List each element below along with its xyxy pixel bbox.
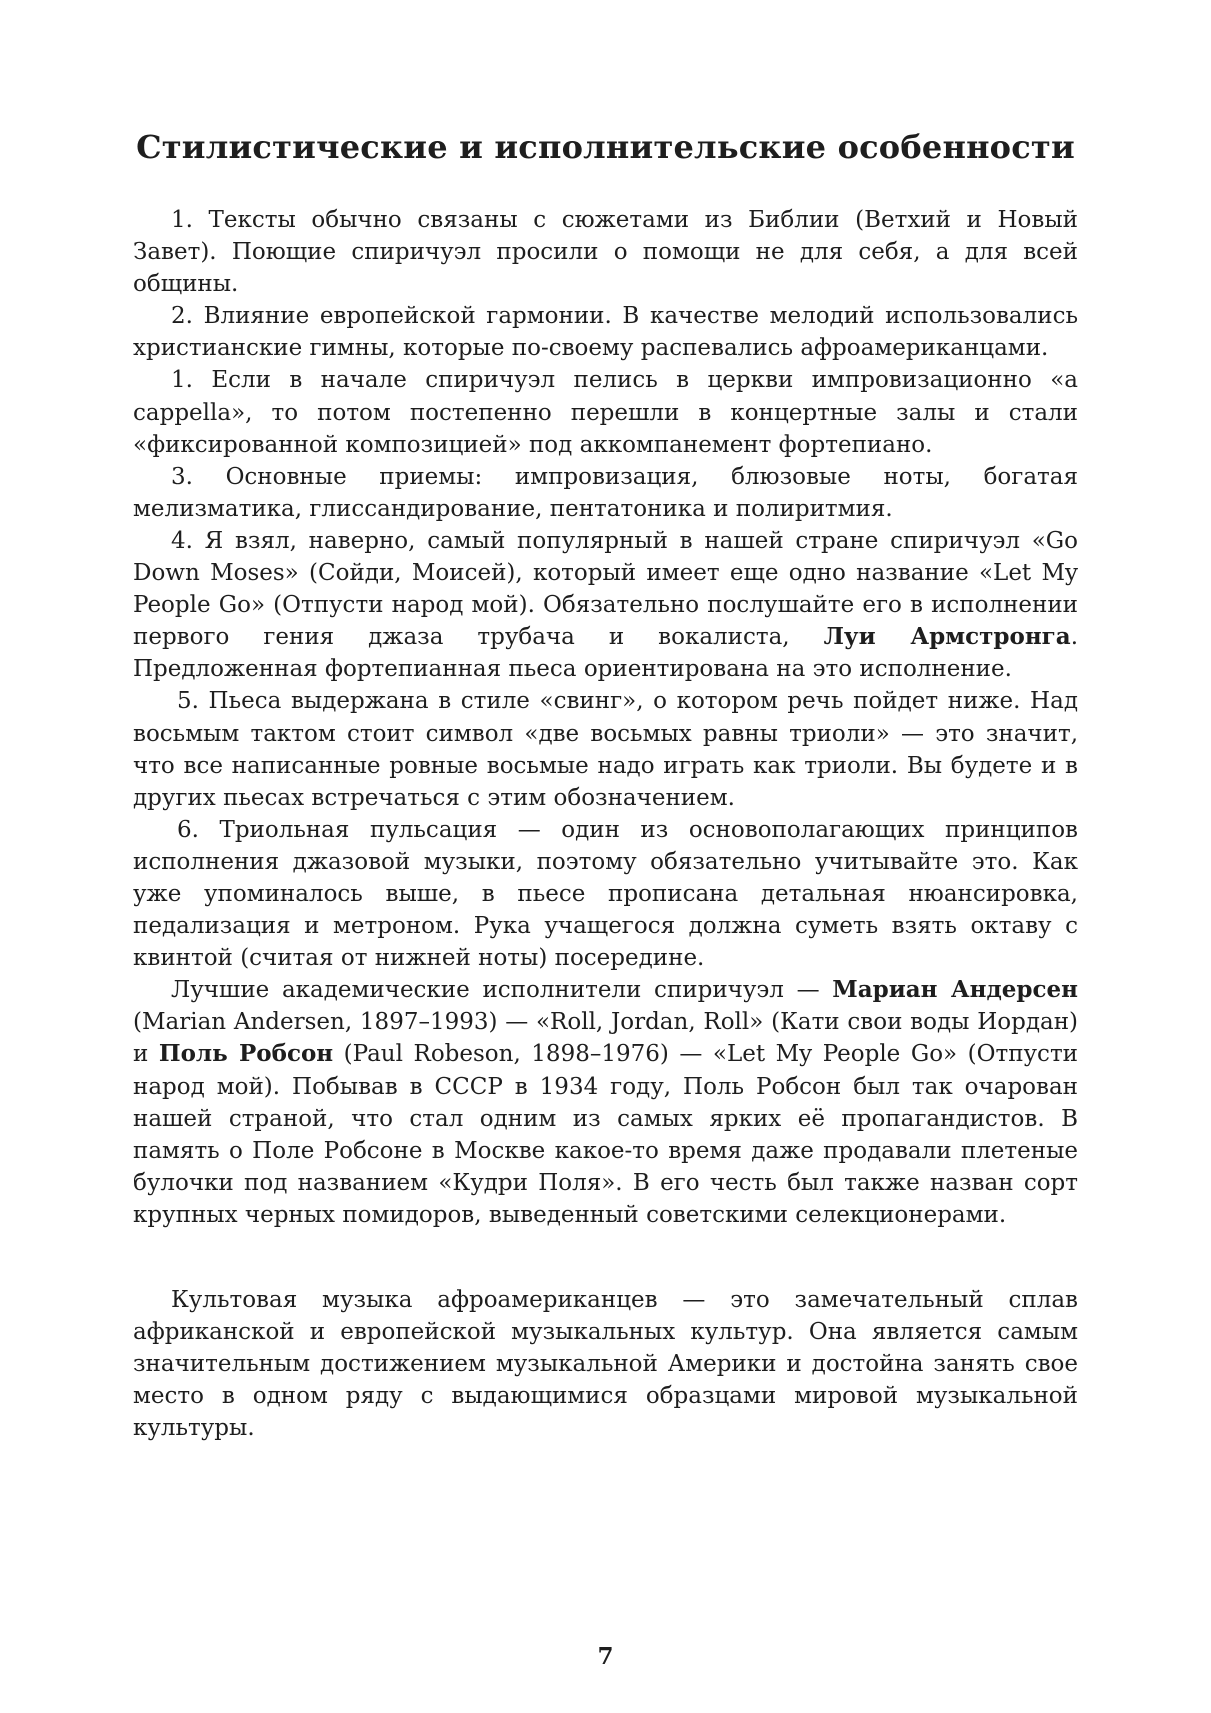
paragraph-8-text-after: (Paul Robeson, 1898–1976) — «Let My People Go» (Отпусти народ мой). Побывав в СССР в 1934 году, Поль Робсон был так очарован нашей страной, что стал одним из самых ярких её пропагандистов. В память о Поле Робсоне в Москве какое-то время даже продавали плетеные булочки под названием «Кудри Поля». В его честь был также назван сорт крупных черных помидоров, выведенный советскими селекционерами.	[133, 1041, 1078, 1228]
section-title: Стилистические и исполнительские особенности	[136, 128, 1075, 166]
paragraph-4: 3. Основные приемы: импровизация, блюзовые ноты, богатая мелизматика, глиссандирование, пентатоника и полиритмия.	[133, 463, 1078, 522]
paragraph-5	[133, 525, 1078, 685]
paragraph-3: 1. Если в начале спиричуэл пелись в церкви импровизационно «a cappella», то потом постепенно перешли в концертные залы и стали «фиксированной композицией» под аккомпанемент фортепиано.	[133, 367, 1078, 458]
performer-robeson: Поль Робсон	[158, 1040, 334, 1068]
performer-armstrong: Луи Армстронга	[823, 623, 1071, 651]
paragraph-7: 6. Триольная пульсация — один из основополагающих принципов исполнения джазовой музыки, поэтому обязательно учитывайте это. Как уже упоминалось выше, в пьесе прописана детальная нюансировка, педализация и метроном. Рука учащегося должна суметь взять октаву с квинтой (считая от нижней ноты) посередине.	[133, 816, 1078, 972]
paragraph-8-text-before: Лучшие академические исполнители спиричуэл —	[171, 977, 833, 1004]
page	[133, 0, 1078, 1444]
paragraph-5-text-after: . Предложенная фортепианная пьеса ориентирована на это исполнение.	[133, 624, 1078, 683]
paragraph-2: 2. Влияние европейской гармонии. В качестве мелодий использовались христианские гимны, которые по-своему распевались афроамериканцами.	[133, 303, 1078, 362]
paragraph-6: 5. Пьеса выдержана в стиле «свинг», о котором речь пойдет ниже. Над восьмым тактом стоит символ «две восьмых равны триоли» — это значит, что все написанные ровные восьмые надо играть как триоли. Вы будете и в других пьесах встречаться с этим обозначением.	[133, 688, 1078, 811]
page-number: 7	[597, 1643, 614, 1670]
paragraph-5-text-before: 4. Я взял, наверно, самый популярный в нашей стране спиричуэл «Go Down Moses» (Сойди, Моисей), который имеет еще одно название «Let My People Go» (Отпусти народ мой). Обязательно послушайте его в исполнении первого гения джаза трубача и вокалиста,	[133, 527, 1078, 651]
conclusion	[133, 1284, 1078, 1444]
conclusion-paragraph: Культовая музыка афроамериканцев — это замечательный сплав африканской и европейской музыкальных культур. Она является самым значительным достижением музыкальной Америки и достойна занять свое место в одном ряду с выдающимися образцами мировой музыкальной культуры.	[133, 1287, 1078, 1442]
paragraph-8	[133, 974, 1078, 1231]
body-text	[133, 204, 1078, 1231]
paragraph-1: 1. Тексты обычно связаны с сюжетами из Библии (Ветхий и Новый Завет). Поющие спиричуэл просили о помощи не для себя, а для всей общины.	[133, 207, 1078, 298]
paragraph-8-text-middle: (Marian Andersen, 1897–1993) — «Roll, Jordan, Roll» (Кати свои воды Иордан) и	[133, 1009, 1078, 1068]
performer-anderson: Мариан Андерсен	[832, 976, 1078, 1004]
